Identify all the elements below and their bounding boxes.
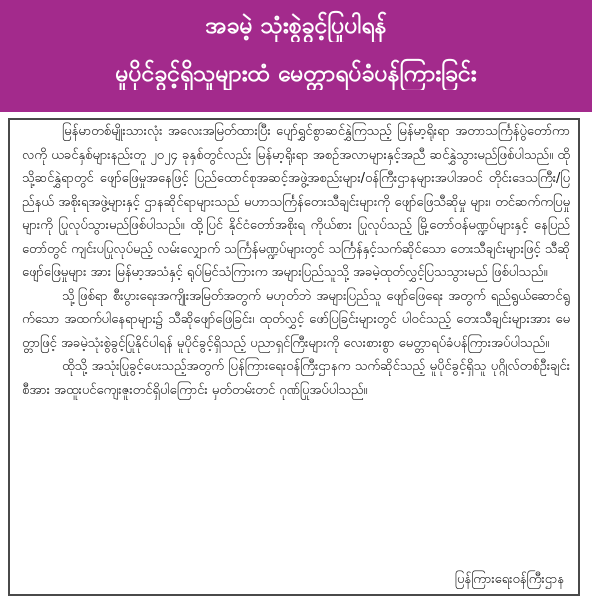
paragraph-1: မြန်မာတစ်မျိုးသားလုံး အလေးအမြတ်ထားပြီး ပျော်ရွှင်စွာဆင်နွှဲကြသည့် မြန်မာ့ရိုးရာ အတာသင်္ကြန်ပွဲတော်ကာလကို ယခင်နှစ်များနည်းတူ ၂၀၂၄ ခုနှစ်တွင်လည်း မြန်မာ့ရိုးရာ အစဉ်အလာများနှင့်အညီ ဆင်နွှဲသွားမည်ဖြစ်ပါသည်။ ထိုသို့ဆင်နွှဲရာတွင် ဖျော်ဖြေမှုအနေဖြင့် ပြည်ထောင်စုအဆင့်အဖွဲ့အစည်းများ/ဝန်ကြီးဌာနများအပါအဝင် တိုင်းဒေသကြီး/ပြည်နယ် အစိုးရအဖွဲ့များနှင့် ဌာနဆိုင်ရာများသည် မဟာသင်္ကြန်တေးသီချင်းများကို ဖျော်ဖြေသီဆိုမှု များ၊ တင်ဆက်ကပြမှုများကို ပြုလုပ်သွားမည်ဖြစ်ပါသည်။ ထို့ပြင် နိုင်ငံတော်အစိုးရ ကိုယ်စား ပြုလုပ်သည့် မြို့တော်ဝန်မဏ္ဍပ်များနှင့် နေပြည်တော်တွင် ကျင်းပပြုလုပ်မည့် လမ်းလျှောက် သင်္ကြန်မဏ္ဍပ်များတွင် သင်္ကြန်နှင့်သက်ဆိုင်သော တေးသီချင်းများဖြင့် သီဆိုဖျော်ဖြေမှုများ အား မြန်မာ့အသံနှင့် ရုပ်မြင်သံကြားက အများပြည်သူသို့ အခမဲ့ထုတ်လွှင့်ပြသသွားမည် ဖြစ်ပါသည်။ (22, 124, 570, 280)
title-line-2: မူပိုင်ခွင့်ရှိသူများထံ မေတ္တာရပ်ခံပန်ကြားခြင်း (115, 61, 477, 87)
title-line-1: အခမဲ့ သုံးစွဲခွင့်ပြုပါရန် (205, 13, 387, 39)
announcement-body (22, 120, 570, 402)
paragraph-3: ထိုသို့ အသုံးပြုခွင့်ပေးသည့်အတွက် ပြန်ကြားရေးဝန်ကြီးဌာနက သက်ဆိုင်သည့် မူပိုင်ခွင့်ရှိသူ ပုဂ္ဂိုလ်တစ်ဦးချင်းစီအား အထူးပင်ကျေးဇူးတင်ရှိပါကြောင်း မှတ်တမ်းတင် ဂုဏ်ပြုအပ်ပါသည်။ (22, 359, 570, 398)
title-banner (0, 0, 592, 112)
paragraph-2: သို့ဖြစ်ရာ စီးပွားရေးအကျိုးအမြတ်အတွက် မဟုတ်ဘဲ အများပြည်သူ ဖျော်ဖြေရေး အတွက် ရည်ရွယ်ဆောင်ရွက်သော အထက်ပါနေရာများ၌ သီဆိုဖျော်ဖြေခြင်း၊ ထုတ်လွှင့် ဖော်ပြခြင်းများတွင် ပါဝင်သည့် တေးသီချင်းများအား မေတ္တာဖြင့် အခမဲ့သုံးစွဲခွင့်ပြုနိုင်ပါရန် မူပိုင်ခွင့်ရှိသည့် ပညာရှင်ကြီးများကို လေးစားစွာ မေတ္တာရပ်ခံပန်ကြားအပ်ပါသည်။ (22, 288, 570, 351)
signature: ပြန်ကြားရေးဝန်ကြီးဌာန (454, 572, 564, 587)
